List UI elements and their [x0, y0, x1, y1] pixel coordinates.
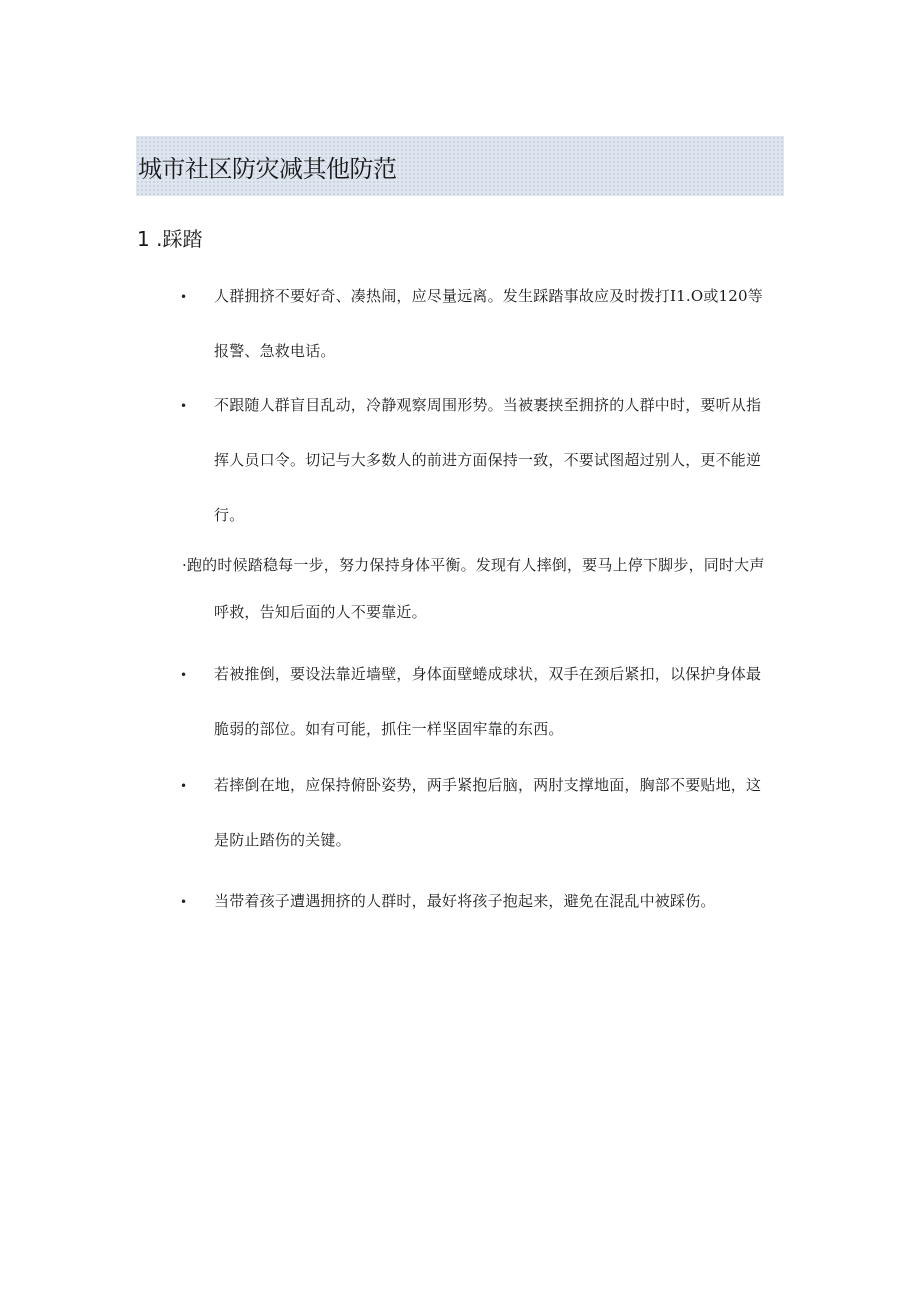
document-title: 城市社区防灾减其他防范: [138, 155, 397, 183]
title-banner: [136, 136, 784, 196]
bullet-icon: •: [180, 895, 188, 909]
list-item-text: 若被推倒，要设法靠近墙壁，身体面壁蜷成球状，双手在颈后紧扣，以保护身体最脆弱的部位。如有可能，抓住一样坚固牢靠的东西。: [214, 665, 762, 738]
list-item-text-continuation: 呼救，告知后面的人不要靠近。: [214, 603, 427, 621]
bullet-icon: •: [180, 779, 188, 793]
bullet-icon: •: [180, 399, 188, 413]
list-item-text: 当带着孩子遭遇拥挤的人群时，最好将孩子抱起来，避免在混乱中被踩伤。: [214, 892, 716, 910]
list-item-text: 人群拥挤不要好奇、凑热闹，应尽量远离。发生踩踏事故应及时拨打I1.O或120等报警、急救电话。: [214, 287, 763, 360]
bullet-icon: •: [180, 668, 188, 682]
list-item: [182, 554, 782, 621]
list-item-text: 不跟随人群盲目乱动，冷静观察周围形势。当被裹挟至拥挤的人群中时，要听从指挥人员口令。切记与大多数人的前进方面保持一致，不要试图超过别人，更不能逆行。: [214, 396, 762, 524]
list-item-text: 若摔倒在地，应保持俯卧姿势，两手紧抱后脑，两肘支撑地面，胸部不要贴地，这是防止踏伤的关键。: [214, 776, 762, 849]
section-heading: 1 .踩踏: [137, 227, 203, 251]
list-item-text: ·跑的时候踏稳每一步，努力保持身体平衡。发现有人摔倒，要马上停下脚步，同时大声: [182, 556, 765, 574]
bullet-icon: •: [180, 290, 188, 304]
